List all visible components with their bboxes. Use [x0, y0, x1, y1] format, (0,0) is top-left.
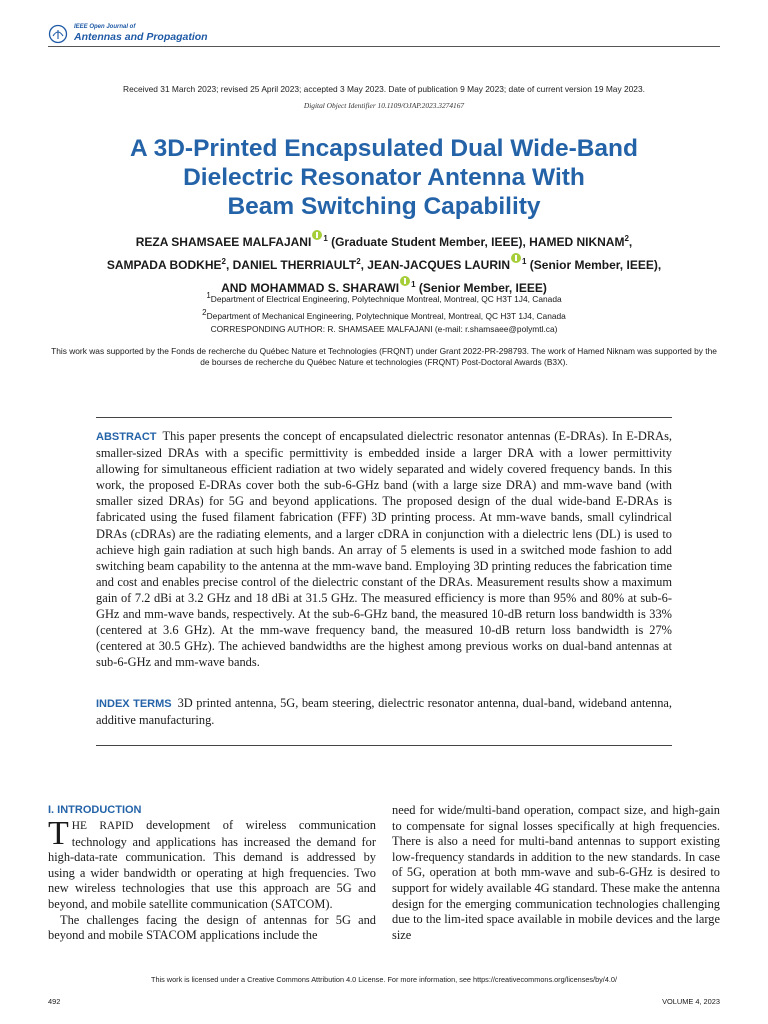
author-role: (Graduate Student Member, IEEE), HAMED NIKNAM: [327, 235, 625, 249]
page-number: 492: [48, 997, 61, 1006]
ieee-ojap-logo: [48, 24, 68, 44]
title-line: Dielectric Resonator Antenna With: [183, 164, 585, 191]
affiliation-2: [48, 308, 720, 321]
affiliation-sup: 1: [411, 280, 416, 289]
paragraph: The challenges facing the design of antennas for 5G and beyond and mobile STACOM applications include the: [48, 912, 376, 943]
author-line: [48, 252, 720, 275]
abstract-label: ABSTRACT: [96, 431, 157, 443]
paragraph: [48, 815, 376, 913]
author-list: [48, 229, 720, 298]
affiliation-sup: 2: [221, 257, 226, 266]
funding-note: This work was supported by the Fonds de recherche du Québec Nature et Technologies (FRQNT) under Grant 2022-PR-298793. The work of Hamed Niknam was supported by the de bourses de recherche du Québec Nature et technologies (FRQNT) Post-Doctoral Awards (B3X).: [51, 346, 717, 367]
drop-cap: T: [48, 815, 69, 852]
title-line: Beam Switching Capability: [227, 193, 541, 220]
affiliation-sup: 1: [323, 234, 328, 243]
separator: ,: [628, 235, 633, 249]
journal-header: [48, 22, 720, 46]
volume-info: VOLUME 4, 2023: [662, 997, 720, 1006]
section-heading: I. INTRODUCTION: [48, 804, 142, 816]
affiliation-1: [48, 291, 720, 304]
journal-small-label: IEEE Open Journal of: [74, 24, 136, 30]
abstract: [96, 428, 672, 670]
abstract-rule-top: [96, 417, 672, 418]
journal-name: Antennas and Propagation: [74, 31, 208, 43]
affiliation-sup: 1: [206, 291, 211, 300]
index-terms-text: 3D printed antenna, 5G, beam steering, dielectric resonator antenna, dual-band, wideband antenna, additive manufacturing.: [96, 696, 672, 728]
doi: Digital Object Identifier 10.1109/OJAP.2023.3274167: [303, 101, 465, 110]
author-name: SAMPADA BODKHE: [106, 258, 222, 272]
author-name: , DANIEL THERRIAULT: [225, 258, 357, 272]
license-note: This work is licensed under a Creative Commons Attribution 4.0 License. For more information, see https://creativecommons.org/licenses/by/4.0/: [151, 975, 617, 984]
author-role: (Senior Member, IEEE): [415, 281, 547, 295]
received-dates: Received 31 March 2023; revised 25 April 2023; accepted 3 May 2023. Date of publication 9 May 2023; date of current version 19 May 2023.: [123, 84, 645, 94]
orcid-icon[interactable]: [312, 230, 322, 240]
affiliation-text: Department of Mechanical Engineering, Polytechnique Montreal, Montreal, QC H3T 1J4, Canada: [206, 310, 566, 321]
index-terms: [96, 695, 672, 728]
author-role: (Senior Member, IEEE),: [526, 258, 662, 272]
affiliation-sup: 1: [522, 257, 527, 266]
left-column: [48, 803, 376, 944]
lead-in: HE RAPID: [71, 820, 134, 832]
affiliation-sup: 2: [624, 234, 629, 243]
orcid-icon[interactable]: [400, 276, 410, 286]
affiliation-sup: 2: [202, 308, 207, 317]
corresponding-author: CORRESPONDING AUTHOR: R. SHAMSAEE MALFAJANI (e-mail: r.shamsaee@polymtl.ca): [210, 324, 558, 334]
affiliation-text: Department of Electrical Engineering, Polytechnique Montreal, Montreal, QC H3T 1J4, Canada: [210, 293, 562, 304]
author-name: AND MOHAMMAD S. SHARAWI: [221, 281, 400, 295]
index-terms-label: INDEX TERMS: [96, 698, 172, 710]
author-name: REZA SHAMSAEE MALFAJANI: [135, 235, 312, 249]
paragraph: need for wide/multi-band operation, compact size, and high-gain to compensate for signal losses specifically at high frequencies. There is also a need for multi-band antennas to support existing low-frequency standards in addition to the new standards. In case of 5G, operation at both mm-wave and sub-6-GHz is desired to support for widely available 4G standard. These make the antenna design for the emerging communication technologies challenging due to the lim-ited space available in mobile devices and the large size: [392, 803, 721, 942]
title-line: A 3D-Printed Encapsulated Dual Wide-Band: [130, 135, 638, 162]
author-name: , JEAN-JACQUES LAURIN: [360, 258, 510, 272]
right-column: [392, 803, 720, 943]
abstract-rule-bottom: [96, 745, 672, 746]
orcid-icon[interactable]: [511, 253, 521, 263]
paragraph-text: development of wireless communication technology and applications has increased the demand for high-data-rate communication. This demand is addressed by using a wider bandwidth or operating at high frequencies. Two new wireless technologies that use this approach are 5G and beyond, and mobile satellite communication (SATCOM).: [48, 818, 376, 911]
affiliation-sup: 2: [356, 257, 361, 266]
abstract-text: This paper presents the concept of encapsulated dielectric resonator antennas (E-DRAs). In E-DRAs, smaller-sized DRAs with a specific permittivity is embedded inside a larger DRA with a lower permittivity allowing for simultaneous efficient radiation at two widely separated and widely covered frequency bands. In this work, the proposed E-DRAs cover both the sub-6-GHz band (with a large size DRA) and mm-wave band (with smaller sized DRAs) for 5G and beyond applications. The proposed design of the dual wide-band E-DRAs is fabricated using the fused filament fabrication (FFF) 3D printing process. At mm-wave bands, small cylindrical DRAs (cDRAs) are the radiating elements, and a larger cDRA in conjunction with a dielectric lens (DL) is used to achieve high gain radiation at such high bands. An array of 5 elements is used in a switched mode fashion to add switching beam capability to the antenna at the mm-wave band. Employing 3D printing reduces the fabrication time and cost and enables precise control of the dielectric constant of the DRAs. Measurement results show a maximum gain of 7.2 dBi at 3.2 GHz and 18 dBi at 31.5 GHz. The measured efficiency is more than 95% and 80% at sub-6-GHz and mm-wave bands, respectively. At the sub-6-GHz band, the measured 10-dB return loss bandwidth is 33% (centered at 3.6 GHz). At the mm-wave frequency band, the measured 10-dB return loss bandwidth is 27% (centered at 30.5 GHz). The achieved bandwidths are the highest among previous works on dual-band antennas at sub-6-GHz and mm-wave bands.: [96, 429, 672, 670]
header-rule: [48, 46, 720, 47]
paper-title: [48, 134, 720, 221]
author-line: [48, 229, 720, 252]
